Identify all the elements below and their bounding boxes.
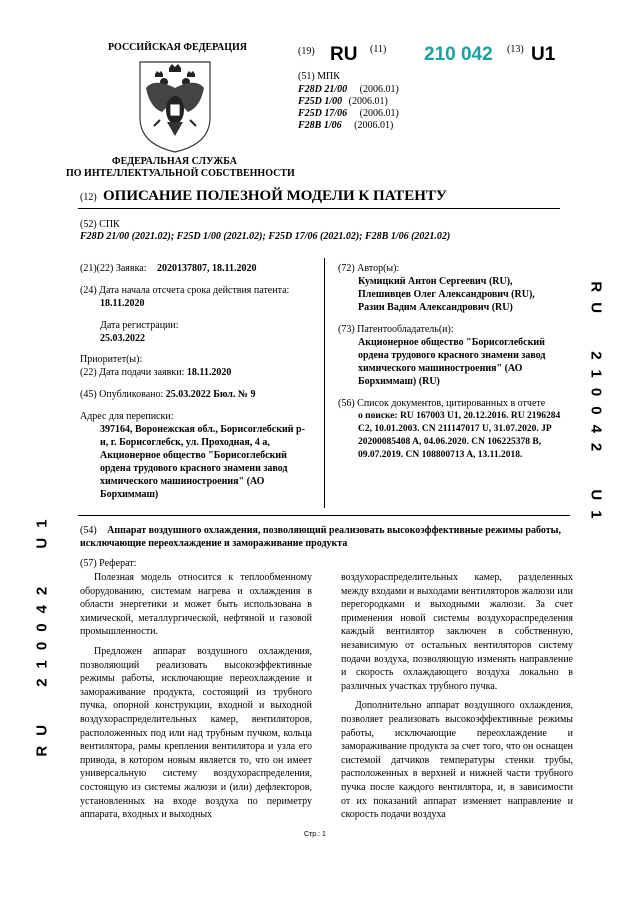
bibliographic-right (338, 262, 574, 462)
country-name: РОССИЙСКАЯ ФЕДЕРАЦИЯ (108, 42, 248, 53)
eagle-icon (136, 58, 214, 154)
ipc-item: F28D 21/00 (2006.01) (298, 84, 399, 95)
side-number-right: RU 210042 U1 (587, 281, 605, 529)
code-11: (11) (370, 44, 387, 55)
title-code: (12) (80, 192, 97, 203)
abstract-paragraph: Полезная модель относится к теплообменному оборудованию, системам нагрева и охлаждения в области энергетики и может быть использована в химической, металлургической, нефтяной и газовой промышленности. (80, 572, 312, 638)
page-footer: Стр.: 1 (304, 831, 326, 838)
address-label: Адрес для переписки: (80, 411, 174, 422)
agency-name-line1: ФЕДЕРАЛЬНАЯ СЛУЖБА (112, 156, 237, 167)
column-divider (324, 258, 325, 508)
abstract-label: (57) Реферат: (80, 558, 137, 569)
authors-list: Кумицкий Антон Сергеевич (RU), Плешивцев Олег Александрович (RU), Разин Вадим Александрович (RU) (358, 276, 535, 313)
priority-label: Приоритет(ы): (80, 354, 143, 365)
filing-line: (22) Дата подачи заявки: 18.11.2020 (80, 367, 232, 378)
ipc-item: F25D 17/06 (2006.01) (298, 108, 399, 119)
ipc-list (298, 84, 399, 132)
abstract-right-column (341, 571, 573, 822)
owner-block: Акционерное общество "Борисоглебский ордена трудового красного знамени завод химического машиностроения" (АО Борхиммаш) (RU) (358, 337, 546, 387)
address-block: 397164, Воронежская обл., Борисоглебский р- н, г. Борисоглебск, ул. Проходная, 4 а, Акционерное общество "Борисоглебский ордена трудового красного знамени завод химического машиностроения" (АО Борхиммаш) (100, 424, 305, 500)
cpc-label: (52) СПК (80, 219, 120, 230)
ipc-item: F28B 1/06 (2006.01) (298, 120, 394, 131)
document-title: ОПИСАНИЕ ПОЛЕЗНОЙ МОДЕЛИ К ПАТЕНТУ (103, 188, 447, 204)
bibliographic-left (80, 262, 316, 501)
cited-docs-label: (56) Список документов, цитированных в отчете (338, 398, 546, 409)
title-underline (78, 208, 560, 209)
invention-title: (54) Аппарат воздушного охлаждения, позволяющий реализовать высокоэффективные режимы работы, исключающие переохлаждение и замораживание продукта (80, 525, 561, 549)
owner-label: (73) Патентообладатель(и): (338, 324, 454, 335)
code-19: (19) (298, 46, 315, 57)
ipc-item: F25D 1/00 (2006.01) (298, 96, 388, 107)
section-separator (78, 515, 570, 516)
application-line: (21)(22) Заявка: 2020137807, 18.11.2020 (80, 263, 257, 274)
registration-value: 25.03.2022 (100, 333, 145, 344)
abstract-left-column (80, 571, 312, 822)
term-start-label: (24) Дата начала отсчета срока действия патента: (80, 285, 290, 296)
cpc-classes: F28D 21/00 (2021.02); F25D 1/00 (2021.02); F25D 17/06 (2021.02); F28B 1/06 (2021.02) (80, 231, 451, 242)
ipc-label: (51) МПК (298, 71, 340, 82)
country-code: RU (330, 44, 358, 65)
abstract-paragraph: Дополнительно аппарат воздушного охлаждения, позволяет реализовать высокоэффективные режимы работы, исключающие переохлаждение и замораживание продукта за счет того, что он оснащен системой датчиков температуры стенки трубы, расположенных в верхней и нижней части трубного пучка после каждого вентилятора, и, в зависимости от их показаний аппарат изменяет направление и скорость подачи воздуха (341, 700, 573, 821)
side-number-left: RU 210042 U1 (33, 509, 51, 757)
agency-name-line2: ПО ИНТЕЛЛЕКТУАЛЬНОЙ СОБСТВЕННОСТИ (66, 168, 295, 179)
code-13: (13) (507, 44, 524, 55)
term-start-value: 18.11.2020 (100, 298, 145, 309)
abstract-paragraph: Предложен аппарат воздушного охлаждения, позволяющий реализовать высокоэффективные режимы работы, исключающие переохлаждение и замораживание продукта, состоящий из трубного пучка, опорной конструкции, входной и выходной воздухораспределительных камер, вентиляторов, расположенных под или над трубным пучком, кольца вентилятора, рамы крепления вентилятора и узла его привода, в котором новым является то, что он имеет универсальную систему воздухораспределения, состоящую из системы жалюзи и (или) дефлекторов, установленных на входе воздуха по периметру аппарата, входных и выходных (80, 645, 312, 821)
registration-label: Дата регистрации: (100, 320, 179, 331)
kind-code: U1 (531, 44, 556, 65)
abstract-paragraph: воздухораспределительных камер, разделенных между входами и выходами вентиляторов жалюзи или перегородками и выходными жалюзи. За счет применения новой системы воздухораспределения каждый вентилятор заключен в собственную, независимую от остальных вентиляторов систему подачи воздуха, позволяющую изменять направление и скорость охлаждающего воздуха локально в различных участках трубного пучка. (341, 572, 573, 692)
coat-of-arms-emblem (136, 58, 214, 154)
patent-number: 210 042 (424, 44, 493, 65)
authors-label: (72) Автор(ы): (338, 263, 400, 274)
publication-line: (45) Опубликовано: 25.03.2022 Бюл. № 9 (80, 389, 256, 400)
cited-docs-block: о поиске: RU 167003 U1, 20.12.2016. RU 2196284 C2, 10.01.2003. CN 211147017 U, 31.07.2020. JP 20200085408 A, 04.06.2020. CN 106225378 B, 09.07.2019. CN 108800713 A, 13.11.2018. (358, 411, 561, 460)
